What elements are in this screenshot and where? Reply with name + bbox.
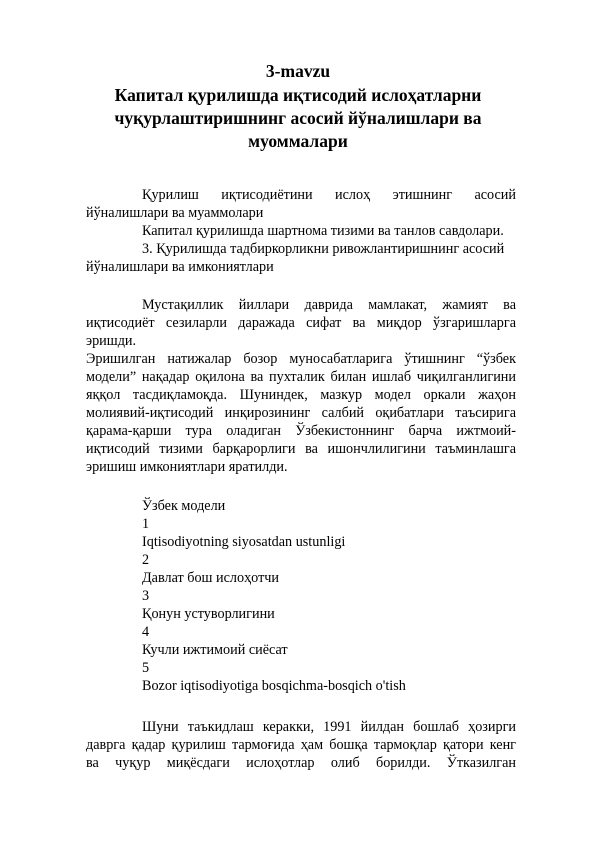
model-item-3-number: 3 [142,588,150,604]
body-line-7: молиявий-иқтисодий инқирозининг салбий оқибатлари таъсирига [86,405,516,421]
closing-line-1: Шуни таъкидлаш керакки, 1991 йилдан бошлаб ҳозирги [142,719,516,735]
body-line-9: иқтисодий тизими барқарорлиги ва ишончлилигини таъминлашга [86,441,516,457]
plan-item-1-line-2: йўналишлари ва муаммолари [86,205,264,221]
closing-line-2: даврга қадар қурилиш тармоғида ҳам бошқа тармоқлар қатори кенг [86,737,516,753]
body-line-3: эришди. [86,333,137,349]
model-item-5-number: 5 [142,660,150,676]
model-item-4-number: 4 [142,624,150,640]
model-item-4-text: Кучли ижтимоий сиёсат [142,642,288,658]
body-line-6: яққол тасдиқламоқда. Шуниндек, мазкур модел оркали жаҳон [86,387,516,403]
topic-number: 3-mavzu [265,61,331,81]
model-item-2-number: 2 [142,552,150,568]
body-line-1: Мустақиллик йиллари даврида мамлакат, жамият ва [142,297,516,313]
title-line-3: муоммалари [248,131,348,151]
model-item-1-text: Iqtisodiyotning siyosatdan ustunligi [142,534,346,550]
body-line-2: иқтисодиёт сезиларли даражада сифат ва миқдор ўзгаришларга [86,315,516,331]
title-line-2: чуқурлаштиришнинг асосий йўналишлари ва [114,108,482,128]
model-heading: Ўзбек модели [142,498,226,514]
model-item-5-text: Bozor iqtisodiyotiga bosqichma-bosqich o'tish [142,678,406,694]
model-item-2-text: Давлат бош ислоҳотчи [142,570,280,586]
body-line-5: модели” нақадар оқилона ва пухталик билан ишлаб чиқилганлигини [86,369,516,385]
plan-item-3-line-2: йўналишлари ва имкониятлари [86,259,274,275]
plan-item-1-line-1: Қурилиш иқтисодиётини ислоҳ этишнинг асосий [142,187,516,203]
model-item-1-number: 1 [142,516,150,532]
body-line-10: эришиш имкониятлари яратилди. [86,459,288,475]
plan-item-3-line-1: 3. Қурилишда тадбиркорликни ривожлантиришнинг асосий [142,241,505,257]
model-item-3-text: Қонун устуворлигини [142,606,275,622]
body-line-8: қарама-қарши тура оладиган Ўзбекистоннинг барча ижтмоий- [86,423,516,439]
closing-line-3: ва чуқур миқёсдаги ислоҳотлар олиб борилди. Ўтказилган [86,755,516,771]
body-line-4: Эришилган натижалар бозор муносабатларига ўтишнинг “ўзбек [86,351,516,367]
plan-item-2: Капитал қурилишда шартнома тизими ва танлов савдолари. [142,223,504,239]
title-line-1: Капитал қурилишда иқтисодий ислоҳатларни [114,85,482,105]
